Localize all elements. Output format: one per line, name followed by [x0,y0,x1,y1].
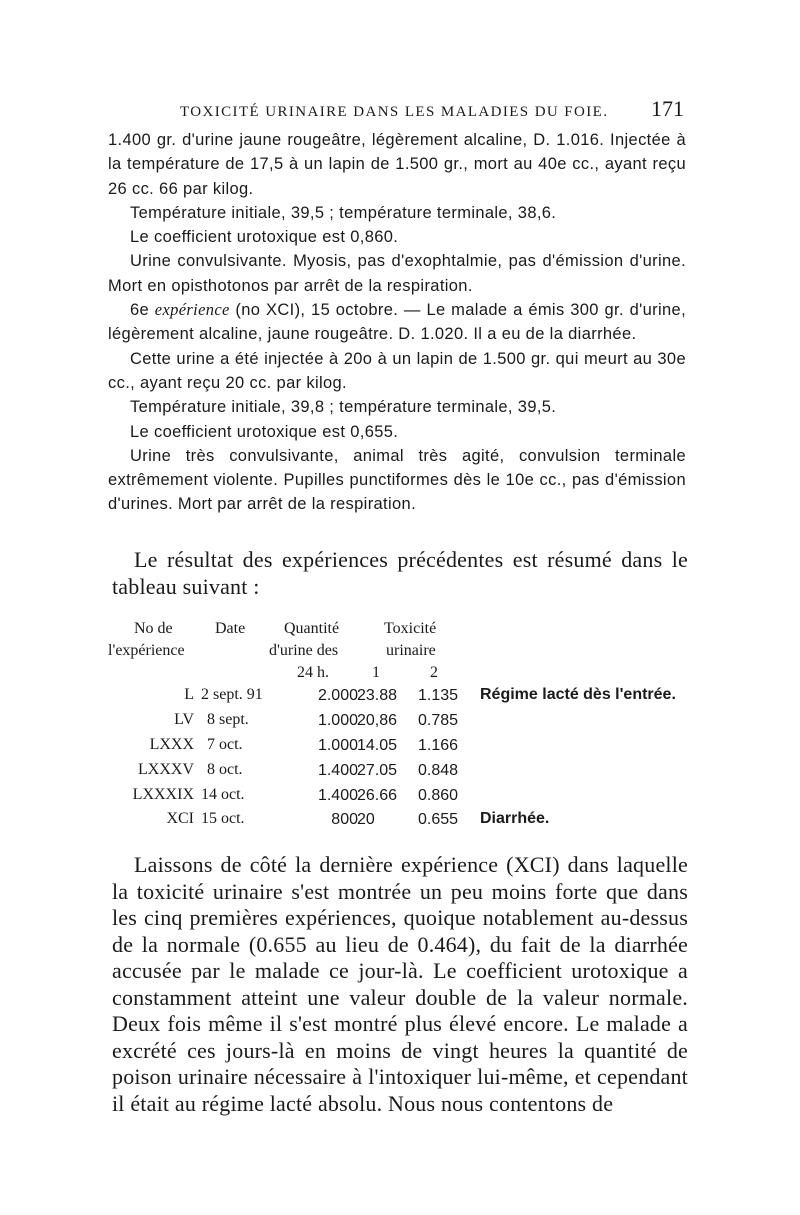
header-tox-sub2: 2 [430,664,438,681]
paragraph-coefficient-2: Le coefficient urotoxique est 0,655. [130,422,399,441]
cell-date: 14 oct. [201,786,245,803]
conclusion-block [112,852,688,1117]
table-intro [112,547,688,600]
cell-date: 7 oct. [207,736,243,753]
paragraph-symptoms-2: Urine très convulsivante, animal très agité, convulsion terminale extrêmement violente. Pupilles punctiformes dès le 10e cc., pas d'émission d'urines. Mort par arrêt de la respiration. [108,446,686,514]
cell-note: Régime lacté dès l'entrée. [480,686,676,703]
experiment-italic: expérience [154,300,230,320]
header-tox-line1: Toxicité [384,620,437,637]
header-date: Date [215,620,246,637]
running-title: TOXICITÉ URINAIRE DANS LES MALADIES DU FOIE. [180,104,609,120]
paragraph-urine-sample: 1.400 gr. d'urine jaune rougeâtre, légèrement alcaline, D. 1.016. Injectée à la température de 17,5 à un lapin de 1.500 gr., mort au 40e cc., ayant reçu 26 cc. 66 par kilog. [108,131,686,198]
cell-tox2: 0.785 [418,712,459,729]
cell-date: 8 oct. [207,761,243,778]
cell-tox2: 0.860 [418,787,459,804]
paragraph-symptoms-1: Urine convulsivante. Myosis, pas d'exophtalmie, pas d'émission d'urine. Mort en opisthotonos par arrêt de la respiration. [108,252,686,295]
running-header [108,96,684,126]
cell-exp: LXXX [149,736,194,753]
cell-note: Diarrhée. [480,810,550,827]
cell-exp: LXXXV [138,761,194,778]
cell-exp: LV [174,711,194,728]
results-table [108,620,708,840]
cell-exp: LXXXIX [132,786,194,803]
cell-tox2: 0.848 [418,762,459,779]
cell-tox1: 20 [357,811,375,828]
cell-qty: 1.400 [317,762,358,779]
paragraph-temperature-1: Température initiale, 39,5 ; température terminale, 38,6. [130,203,557,222]
cell-tox1: 14.05 [357,737,398,754]
paragraph-temperature-2: Température initiale, 39,8 ; température terminale, 39,5. [130,398,557,417]
cell-date: 15 oct. [201,810,245,827]
cell-tox1: 26.66 [357,787,398,804]
header-qty-line2: d'urine des [269,642,339,659]
header-exp-line1: No de [134,620,173,637]
page-number: 171 [651,96,684,121]
cell-tox2: 1.166 [418,737,459,754]
experiment-notes [108,128,686,517]
cell-tox1: 20,86 [357,712,398,729]
paragraph-coefficient-1: Le coefficient urotoxique est 0,860. [130,228,399,247]
cell-tox1: 27.05 [357,762,398,779]
cell-qty: 2.000 [317,687,358,704]
paragraph-injection: Cette urine a été injectée à 20o à un lapin de 1.500 gr. qui meurt au 30e cc., ayant reçu 20 cc. par kilog. [108,349,686,392]
experiment-number: 6e [130,301,150,320]
cell-date: 8 sept. [207,711,249,728]
cell-tox2: 0.655 [418,811,459,828]
cell-qty: 1.400 [317,787,358,804]
cell-qty: 1.000 [317,712,358,729]
cell-qty: 800 [331,811,358,828]
cell-tox2: 1.135 [418,687,459,704]
cell-qty: 1.000 [317,737,358,754]
intro-text: Le résultat des expériences précédentes est résumé dans le tableau suivant : [112,547,688,599]
header-tox-line2: urinaire [386,642,436,659]
header-qty-line1: Quantité [284,620,340,637]
cell-date: 2 sept. 91 [201,686,263,703]
header-exp-line2: l'expérience [108,642,185,659]
header-tox-sub1: 1 [372,664,380,681]
cell-exp: XCI [166,810,194,827]
paragraph-experiment-6 [108,298,686,347]
cell-exp: L [184,686,194,703]
conclusion-text: Laissons de côté la dernière expérience (XCI) dans laquelle la toxicité urinaire s'est montrée un peu moins forte que dans les cinq premières expériences, quoique notablement au-dessus de la normale (0.655 au lieu de 0.464), du fait de la diarrhée accusée par le malade ce jour-là. Le coefficient urotoxique a constamment atteint une valeur double de la valeur normale. Deux fois même il s'est montré plus élevé encore. Le malade a excrété ces jours-là en moins de vingt heures la quantité de poison urinaire nécessaire à l'intoxiquer lui-même, et cependant il était au régime lacté absolu. Nous nous contentons de [112,852,688,1116]
header-qty-line3: 24 h. [297,664,329,681]
experiment-details: (no XCI), 15 octobre. — Le malade a émis 300 gr. d'urine, légèrement alcaline, jaune rougeâtre. D. 1.020. Il a eu de la diarrhée. [108,301,687,344]
cell-tox1: 23.88 [357,687,398,704]
